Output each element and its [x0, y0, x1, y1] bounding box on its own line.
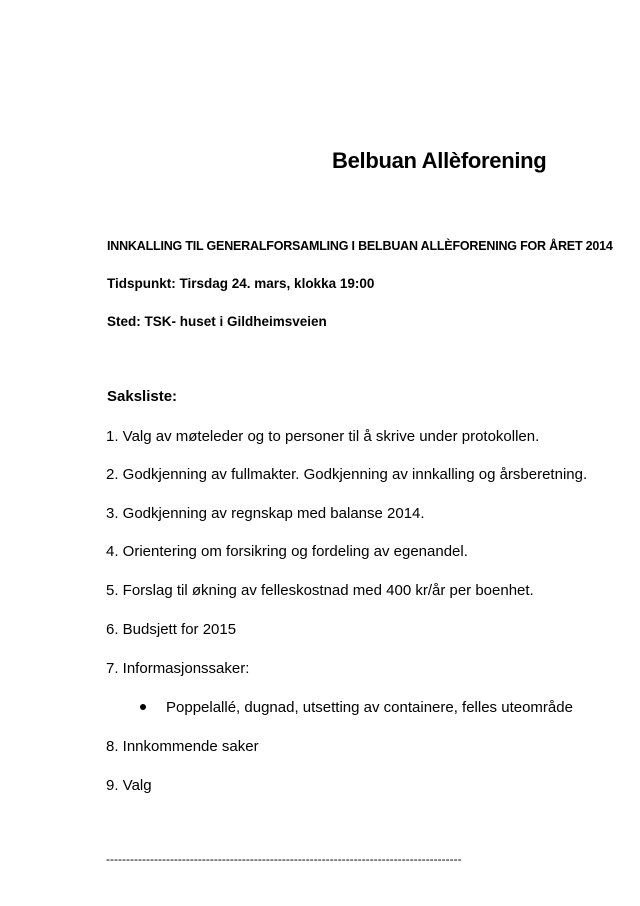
invitation-heading: INNKALLING TIL GENERALFORSAMLING I BELBUAN ALLÈFORENING FOR ÅRET 2014 — [107, 239, 613, 253]
meeting-time: Tidspunkt: Tirsdag 24. mars, klokka 19:00 — [107, 276, 375, 291]
bullet-icon — [140, 704, 146, 710]
agenda-item: 1. Valg av møteleder og to personer til å skrive under protokollen. — [106, 428, 540, 445]
document-title: Belbuan Allèforening — [332, 148, 547, 173]
agenda-item: 9. Valg — [106, 777, 152, 794]
agenda-item: 6. Budsjett for 2015 — [106, 621, 237, 638]
meeting-place: Sted: TSK- huset i Gildheimsveien — [107, 314, 327, 329]
agenda-item: 3. Godkjenning av regnskap med balanse 2014. — [106, 505, 425, 522]
sub-bullet-item — [140, 699, 573, 716]
dashed-divider: ----------------------------------------------------------------------------------------- — [106, 852, 462, 866]
agenda-item: 8. Innkommende saker — [106, 738, 259, 755]
agenda-item: 7. Informasjonssaker: — [106, 660, 250, 677]
agenda-item: 4. Orientering om forsikring og fordeling av egenandel. — [106, 543, 468, 560]
agenda-item: 5. Forslag til økning av felleskostnad med 400 kr/år per boenhet. — [106, 582, 534, 599]
sub-bullet-text: Poppelallé, dugnad, utsetting av containere, felles uteområde — [166, 699, 573, 716]
agenda-item: 2. Godkjenning av fullmakter. Godkjenning av innkalling og årsberetning. — [106, 466, 588, 483]
agenda-title: Saksliste: — [107, 388, 178, 405]
